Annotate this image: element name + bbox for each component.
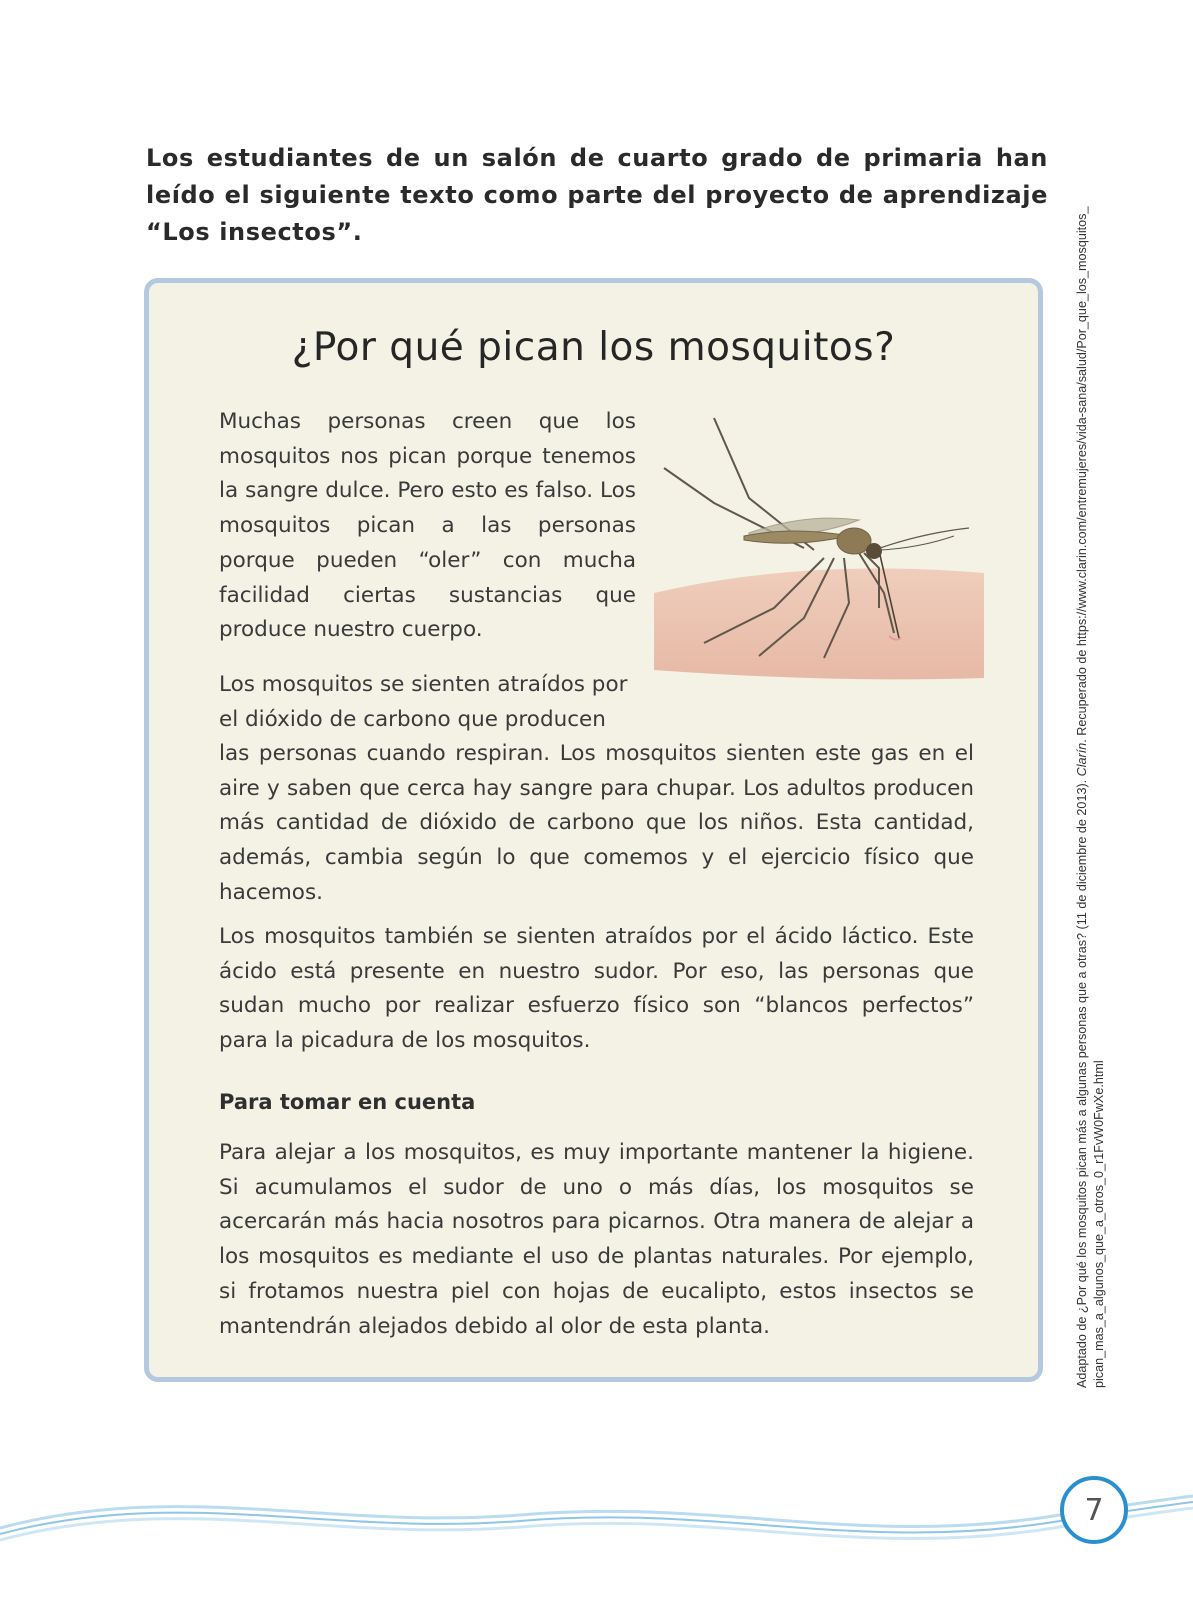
source-line-2: pican_mas_a_algunos_que_a_otros_0_r1FvW0FwXe.html bbox=[1092, 1060, 1106, 1388]
article-title: ¿Por qué pican los mosquitos? bbox=[291, 325, 896, 370]
paragraph-2-end: las personas cuando respiran. Los mosquitos sienten este gas en el aire y saben que cerca hay sangre para chupar. Los adultos producen más cantidad de dióxido de carbono que los niños. Esta cantidad, además, cambia según lo que comemos y el ejercicio físico que hacemos. bbox=[219, 741, 974, 905]
source-line-1: Adaptado de ¿Por qué los mosquitos pican más a algunas personas que a otras? (11 de diciembre de 2013). Clarín. Recuperado de https://www.clarin.com/entremujeres/vida-sana/salud/Por_que_los_mosquitos_ bbox=[1075, 206, 1089, 1388]
article-card bbox=[144, 278, 1043, 1382]
paragraph-3: Los mosquitos también se sienten atraídos por el ácido láctico. Este ácido está presente en nuestro sudor. Por eso, las personas que sudan mucho por realizar esfuerzo físico son “blancos perfectos” para la picadura de los mosquitos. bbox=[219, 924, 974, 1054]
page-number-badge bbox=[1060, 1476, 1128, 1544]
paragraph-1: Muchas personas creen que los mosquitos nos pican porque tenemos la sangre dulce. Pero esto es falso. Los mosquitos pican a las personas porque pueden “oler” con mucha facilidad ciertas sustancias que produce nuestro cuerpo. bbox=[219, 409, 636, 643]
source-citation bbox=[1074, 206, 1108, 1388]
mosquito-illustration bbox=[654, 408, 994, 698]
paragraph-4: Para alejar a los mosquitos, es muy importante mantener la higiene. Si acumulamos el sudor de uno o más días, los mosquitos se acercarán más hacia nosotros para picarnos. Otra manera de alejar a los mosquitos es mediante el uso de plantas naturales. Por ejemplo, si frotamos nuestra piel con hojas de eucalipto, estos insectos se mantendrán alejados debido al olor de esta planta. bbox=[219, 1140, 974, 1339]
paragraph-2-start: Los mosquitos se sienten atraídos por el dióxido de carbono que producen bbox=[219, 672, 628, 732]
subheading: Para tomar en cuenta bbox=[219, 1090, 476, 1114]
intro-text: Los estudiantes de un salón de cuarto grado de primaria han leído el siguiente texto como parte del proyecto de aprendizaje “Los insectos”. bbox=[146, 144, 1048, 246]
page-number: 7 bbox=[1084, 1492, 1104, 1528]
decorative-wave bbox=[0, 1470, 1193, 1580]
